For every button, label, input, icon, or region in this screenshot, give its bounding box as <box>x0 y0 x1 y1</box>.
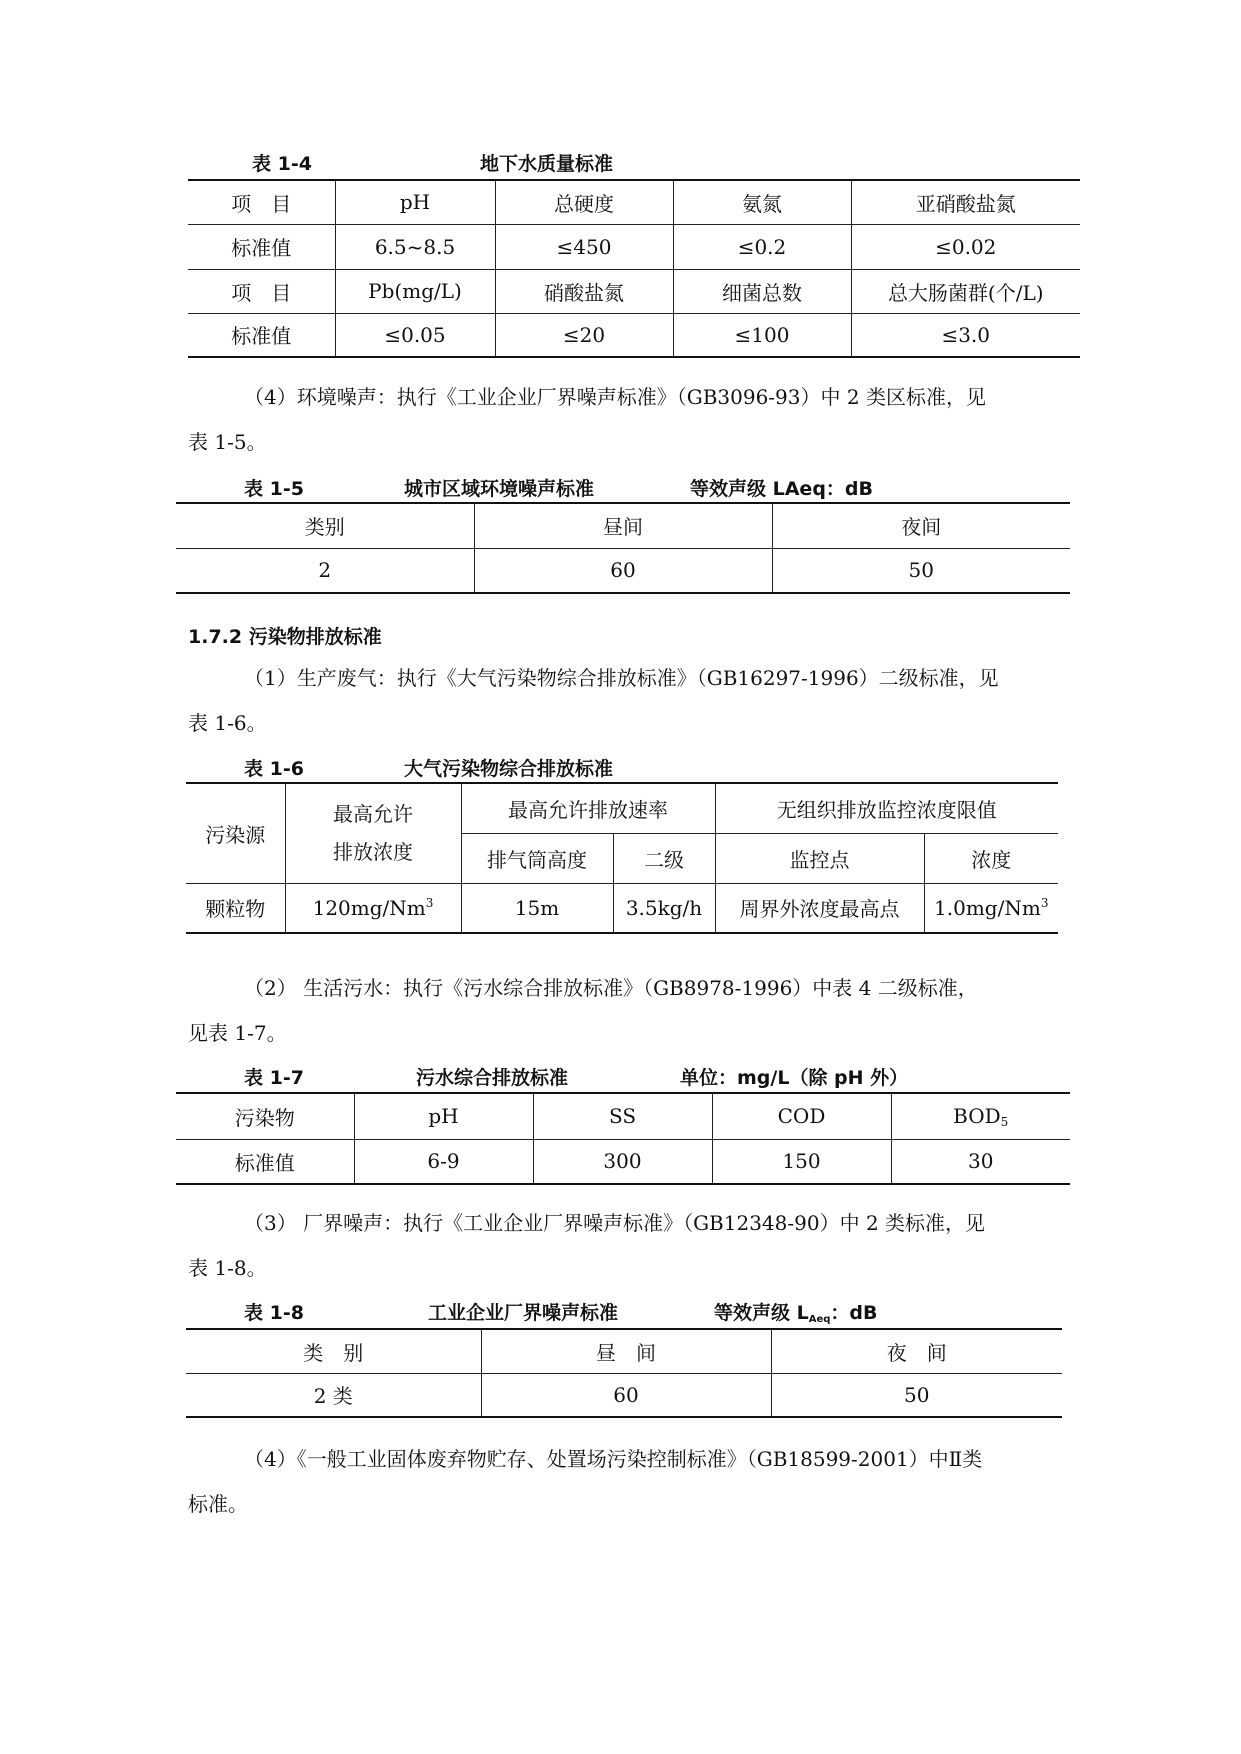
table-1-5-title: 城市区域环境噪声标准 <box>404 478 595 500</box>
table-cell: 2 类 <box>186 1373 481 1417</box>
table-header-cell: SS <box>533 1093 712 1139</box>
table-cell <box>285 883 461 933</box>
paragraph-line: 表 1-6。 <box>188 711 267 735</box>
value-text: 120mg/Nm <box>312 895 426 920</box>
paragraph-line: （4）《一般工业固体废弃物贮存、处置场污染控制标准》（GB18599-2001）中Ⅱ类 <box>244 1447 983 1471</box>
table-1-6-number: 表 1-6 <box>244 758 304 780</box>
paragraph-line: 表 1-8。 <box>188 1256 267 1280</box>
table-header-cell: 二级 <box>613 833 715 883</box>
table-cell: ≤3.0 <box>851 313 1080 357</box>
table-cell: 2 <box>176 548 474 593</box>
table-header-cell: 浓度 <box>924 833 1058 883</box>
table-cell: 30 <box>891 1139 1070 1184</box>
table-cell: ≤0.05 <box>335 313 495 357</box>
table-header-cell: 最高允许排放速率 <box>461 783 715 833</box>
table-cell: 150 <box>712 1139 891 1184</box>
table-cell: ≤0.2 <box>673 224 851 269</box>
table-header-cell: 污染物 <box>176 1093 354 1139</box>
table-cell: 氨氮 <box>673 180 851 224</box>
paragraph-line: 标准。 <box>188 1492 248 1516</box>
table-cell: 50 <box>771 1373 1062 1417</box>
table-cell: 60 <box>474 548 772 593</box>
paragraph-line: （1）生产废气：执行《大气污染物综合排放标准》（GB16297-1996）二级标准，见 <box>244 666 999 690</box>
table-cell: 总大肠菌群(个/L) <box>851 269 1080 313</box>
table-1-8 <box>186 1328 1062 1418</box>
table-cell: 亚硝酸盐氮 <box>851 180 1080 224</box>
table-cell: 项 目 <box>188 269 335 313</box>
table-cell: ≤0.02 <box>851 224 1080 269</box>
table-header-cell: pH <box>354 1093 533 1139</box>
subscript: Aeq <box>808 1314 831 1325</box>
table-1-8-title: 工业企业厂界噪声标准 <box>428 1302 619 1324</box>
unit-text: 等效声级 L <box>714 1302 809 1324</box>
table-header-cell: 排气筒高度 <box>461 833 613 883</box>
table-1-8-number: 表 1-8 <box>244 1302 304 1324</box>
table-cell: 颗粒物 <box>186 883 285 933</box>
table-cell: 3.5kg/h <box>613 883 715 933</box>
table-1-6 <box>186 782 1058 934</box>
table-1-5-number: 表 1-5 <box>244 478 304 500</box>
paragraph-line: （3） 厂界噪声：执行《工业企业厂界噪声标准》（GB12348-90）中 2 类标准，见 <box>244 1211 986 1235</box>
table-header-cell: COD <box>712 1093 891 1139</box>
subscript: 5 <box>1000 1114 1009 1129</box>
paragraph-line: 表 1-5。 <box>188 430 267 454</box>
table-cell: 细菌总数 <box>673 269 851 313</box>
paragraph-solid-waste <box>188 1437 1068 1527</box>
table-header-cell: 污染源 <box>186 783 285 883</box>
table-cell: 标准值 <box>176 1139 354 1184</box>
table-1-4-number: 表 1-4 <box>252 153 312 175</box>
superscript: 3 <box>1040 895 1049 910</box>
table-cell: 硝酸盐氮 <box>495 269 673 313</box>
table-cell: 300 <box>533 1139 712 1184</box>
paragraph-exhaust <box>188 656 1068 746</box>
table-cell: 类 别 <box>186 1329 481 1373</box>
header-line: 排放浓度 <box>333 840 413 865</box>
section-heading: 1.7.2 污染物排放标准 <box>188 626 382 648</box>
superscript: 3 <box>425 895 434 910</box>
unit-text: ：dB <box>830 1302 878 1324</box>
table-cell: 标准值 <box>188 313 335 357</box>
table-cell: 类别 <box>176 503 474 548</box>
table-cell: 15m <box>461 883 613 933</box>
value-text: 1.0mg/Nm <box>934 895 1041 920</box>
table-cell: 60 <box>481 1373 771 1417</box>
table-cell: 50 <box>772 548 1070 593</box>
table-1-4-title: 地下水质量标准 <box>480 153 614 175</box>
paragraph-boundary-noise <box>188 1201 1068 1291</box>
table-cell: 总硬度 <box>495 180 673 224</box>
table-cell <box>924 883 1058 933</box>
table-cell: 6-9 <box>354 1139 533 1184</box>
table-1-5 <box>176 502 1070 594</box>
value-text: BOD <box>953 1103 1001 1128</box>
table-1-4 <box>188 179 1080 358</box>
table-cell: 标准值 <box>188 224 335 269</box>
table-cell: ≤20 <box>495 313 673 357</box>
table-cell: 6.5~8.5 <box>335 224 495 269</box>
table-cell: 昼间 <box>474 503 772 548</box>
table-1-7-title: 污水综合排放标准 <box>416 1067 569 1089</box>
table-cell: 项 目 <box>188 180 335 224</box>
table-1-6-title: 大气污染物综合排放标准 <box>404 758 614 780</box>
paragraph-line: （4）环境噪声：执行《工业企业厂界噪声标准》（GB3096-93）中 2 类区标准，见 <box>244 385 986 409</box>
table-cell: 周界外浓度最高点 <box>715 883 924 933</box>
table-header-cell: 无组织排放监控浓度限值 <box>715 783 1058 833</box>
paragraph-env-noise <box>188 375 1068 465</box>
table-cell: Pb(mg/L) <box>335 269 495 313</box>
table-cell: ≤450 <box>495 224 673 269</box>
table-1-7 <box>176 1092 1070 1185</box>
table-cell: ≤100 <box>673 313 851 357</box>
table-1-7-unit: 单位：mg/L（除 pH 外） <box>680 1067 909 1089</box>
table-cell: 夜 间 <box>771 1329 1062 1373</box>
paragraph-sewage <box>188 966 1068 1056</box>
table-cell: 昼 间 <box>481 1329 771 1373</box>
table-header-cell: 监控点 <box>715 833 924 883</box>
paragraph-line: （2） 生活污水：执行《污水综合排放标准》（GB8978-1996）中表 4 二级标准， <box>244 976 978 1000</box>
header-line: 最高允许 <box>333 802 413 827</box>
table-cell: 夜间 <box>772 503 1070 548</box>
table-header-cell <box>285 783 461 883</box>
paragraph-line: 见表 1-7。 <box>188 1021 287 1045</box>
table-1-5-unit: 等效声级 LAeq：dB <box>690 478 873 500</box>
table-cell: pH <box>335 180 495 224</box>
table-1-7-number: 表 1-7 <box>244 1067 304 1089</box>
table-header-cell <box>891 1093 1070 1139</box>
